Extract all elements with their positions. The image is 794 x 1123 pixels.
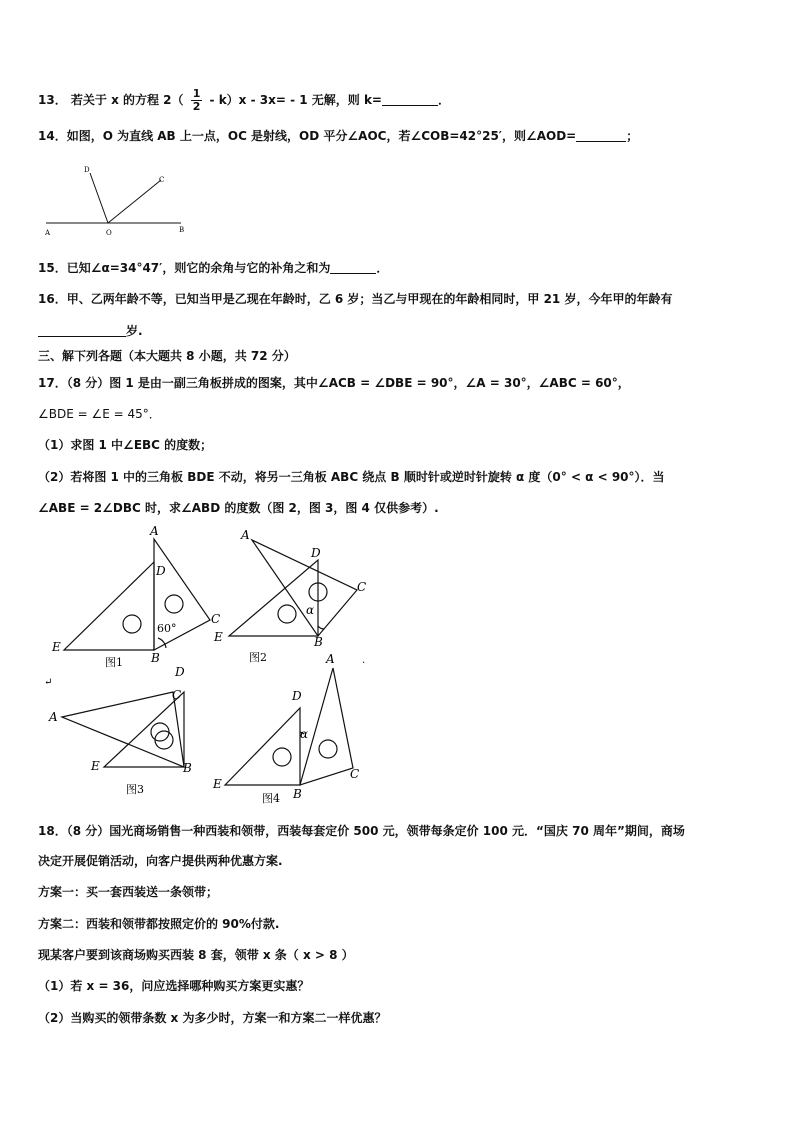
question-17-part2a — [38, 468, 665, 486]
fraction-numerator: 1 — [192, 87, 201, 100]
question-18-plan2 — [38, 915, 279, 933]
fig4-label-e: E — [213, 777, 222, 791]
question-18-plan1 — [38, 883, 218, 901]
question-18 — [38, 822, 685, 840]
question-18-part2 — [38, 1009, 386, 1027]
question-14 — [38, 127, 638, 145]
question-17 — [38, 374, 630, 392]
angle-arc — [158, 638, 166, 648]
answer-blank — [38, 324, 126, 337]
q18-plan1: 方案一：买一套西装送一条领带； — [38, 885, 219, 899]
q13-prefix: 13． — [38, 93, 67, 107]
section-title: 三、解下列各题（本大题共 8 小题，共 72 分） — [38, 349, 296, 363]
label-d: D — [84, 166, 90, 174]
hole-circle — [273, 748, 291, 766]
hole-circle — [278, 605, 296, 623]
fraction-denominator: 2 — [192, 100, 201, 113]
figure-1 — [64, 539, 210, 650]
q18-part2: （2）当购买的领带条数 x 为多少时，方案一和方案二一样优惠？ — [38, 1011, 387, 1025]
question-17-part1 — [38, 436, 212, 454]
fig2-label-a: A — [241, 528, 250, 542]
question-16-line2 — [38, 322, 143, 340]
q18-part1: （1）若 x = 36，问应选择哪种购买方案更实惠？ — [38, 979, 310, 993]
question-18-line2 — [38, 852, 283, 870]
q18-line2: 决定开展促销活动，向客户提供两种优惠方案. — [38, 854, 283, 868]
fig1-label-d: D — [156, 564, 166, 578]
fig2-caption: 图2 — [249, 651, 267, 664]
q15-text: 15．已知∠α=34°47′，则它的余角与它的补角之和为 — [38, 261, 331, 275]
question-18-line5 — [38, 946, 354, 964]
hole-circle — [165, 595, 183, 613]
fig1-label-e: E — [52, 640, 61, 654]
fig4-label-c: C — [350, 767, 360, 781]
fig3-label-c: C — [172, 688, 182, 702]
fig2-label-b: B — [314, 635, 323, 649]
q13-text-pre: 若关于 x 的方程 2（ — [70, 93, 184, 107]
figure-4 — [225, 668, 353, 785]
triangle-bde — [64, 562, 154, 650]
trailing-dot: . — [362, 655, 366, 666]
q17-part2b: ∠ABE = 2∠DBC 时，求∠ABD 的度数（图 2，图 3，图 4 仅供参考）. — [38, 501, 439, 515]
fig4-label-b: B — [293, 787, 302, 801]
q14-end: ； — [626, 129, 639, 143]
q16-line2-end: 岁. — [126, 324, 143, 338]
question-16 — [38, 290, 672, 308]
triangle-bde — [225, 708, 300, 785]
fig2-alpha: α — [306, 603, 315, 617]
fig3-label-b: B — [183, 761, 192, 775]
question-17-line2 — [38, 405, 161, 423]
figure-2 — [229, 540, 357, 636]
alpha-arc — [318, 626, 324, 629]
q18-line1: 18．（8 分）国光商场销售一种西装和领带，西装每套定价 500 元，领带每条定价 100 元．“国庆 70 周年”期间，商场 — [38, 824, 685, 838]
triangle-bde — [104, 692, 184, 767]
figure-q14 — [38, 160, 198, 240]
figures-q17 — [30, 520, 390, 815]
q17-part1: （1）求图 1 中∠EBC 的度数； — [38, 438, 213, 452]
q13-text-post: - k）x - 3x= - 1 无解，则 k= — [209, 93, 382, 107]
question-18-part1 — [38, 977, 309, 995]
q18-plan2: 方案二：西装和领带都按照定价的 90%付款. — [38, 917, 280, 931]
fig2-label-c: C — [357, 580, 367, 594]
fig2-label-d: D — [311, 546, 321, 560]
q17-head: 17．（8 分）图 1 是由一副三角板拼成的图案，其中∠ACB = ∠DBE = 90°，∠A = 30°，∠ABC = 60°， — [38, 376, 630, 390]
hole-circle — [123, 615, 141, 633]
fig4-alpha: α — [300, 727, 309, 741]
answer-blank — [330, 261, 376, 274]
ray-od — [90, 173, 108, 223]
fig1-label-c: C — [211, 612, 221, 626]
fig4-label-a: A — [326, 652, 335, 666]
q16-line1: 16．甲、乙两年龄不等，已知当甲是乙现在年龄时，乙 6 岁；当乙与甲现在的年龄相同时，甲 21 岁，今年甲的年龄有 — [38, 292, 673, 306]
fig2-label-e: E — [214, 630, 223, 644]
question-13 — [38, 88, 450, 113]
figure-3 — [62, 692, 184, 767]
fig1-label-b: B — [151, 651, 160, 665]
triangle-abc — [252, 540, 357, 636]
return-mark: ↵ — [44, 677, 53, 688]
question-15 — [38, 259, 388, 277]
ray-oc — [108, 180, 161, 223]
fig1-angle-label: 60° — [157, 622, 177, 635]
label-c: C — [159, 176, 165, 184]
answer-blank — [576, 129, 626, 142]
fraction-half — [191, 88, 203, 113]
answer-blank — [382, 93, 438, 106]
q18-line5: 现某客户要到该商场购买西装 8 套，领带 x 条（ x > 8 ） — [38, 948, 354, 962]
section-heading — [38, 347, 296, 365]
hole-circle — [319, 740, 337, 758]
label-o: O — [106, 229, 112, 237]
q14-text: 14．如图，O 为直线 AB 上一点，OC 是射线，OD 平分∠AOC，若∠COB=42°25′，则∠AOD= — [38, 129, 577, 143]
fig1-label-a: A — [150, 524, 159, 538]
q13-end: ． — [437, 93, 450, 107]
fig3-label-d: D — [175, 665, 185, 679]
fig4-label-d: D — [292, 689, 302, 703]
q17-line2: ∠BDE = ∠E = 45°． — [38, 407, 161, 421]
q15-end: ． — [376, 261, 389, 275]
label-a: A — [45, 229, 51, 237]
fig3-caption: 图3 — [126, 783, 144, 796]
triangle-abc — [62, 692, 184, 767]
label-b: B — [179, 226, 185, 234]
fig4-caption: 图4 — [262, 792, 280, 805]
q17-part2a: （2）若将图 1 中的三角板 BDE 不动，将另一三角板 ABC 绕点 B 顺时针或逆时针旋转 α 度（0° < α < 90°）．当 — [38, 470, 665, 484]
question-17-part2b — [38, 499, 439, 517]
fig3-label-e: E — [91, 759, 100, 773]
fig1-caption: 图1 — [105, 656, 123, 669]
fig3-label-a: A — [49, 710, 58, 724]
